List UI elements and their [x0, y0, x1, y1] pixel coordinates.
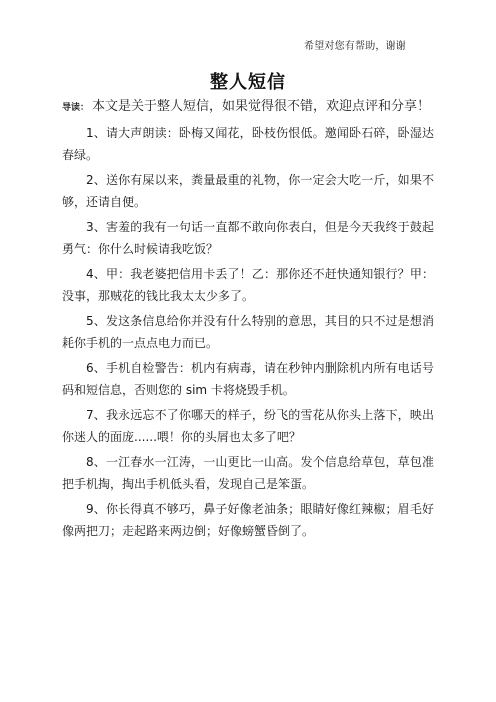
list-item: 3、害羞的我有一句话一直都不敢向你表白，但是今天我终于鼓起勇气：你什么时候请我吃饭？ [62, 220, 434, 256]
page-title: 整人短信 [210, 72, 286, 93]
list-item: 7、我永远忘不了你哪天的样子，纷飞的雪花从你头上落下，映出你迷人的面庞......喂！你的头屑也太多了吧？ [62, 408, 434, 444]
intro-text: 本文是关于整人短信，如果觉得很不错，欢迎点评和分享！ [92, 99, 431, 114]
list-item: 9、你长得真不够巧，鼻子好像老油条；眼睛好像红辣椒；眉毛好像两把刀；走起路来两边倒；好像螃蟹昏倒了。 [62, 502, 434, 538]
list-item: 8、一江春水一江涛，一山更比一山高。发个信息给草包，草包准把手机掏，掏出手机低头看，发现自己是笨蛋。 [62, 455, 434, 491]
list-item: 4、甲：我老婆把信用卡丢了！乙：那你还不赶快通知银行？甲：没事，那贼花的钱比我太太少多了。 [62, 267, 434, 303]
list-item: 6、手机自检警告：机内有病毒，请在秒钟内删除机内所有电话号码和短信息，否则您的 sim 卡将烧毁手机。 [62, 361, 434, 397]
header-note: 希望对您有帮助，谢谢 [304, 41, 406, 52]
list-item: 2、送你有屎以来，粪量最重的礼物，你一定会大吃一斤，如果不够，还请自便。 [62, 173, 434, 209]
list-item: 5、发这条信息给你并没有什么特别的意思，其目的只不过是想消耗你手机的一点点电力而已。 [62, 314, 434, 350]
message-list [62, 122, 434, 542]
intro-label: 导读： [62, 103, 90, 113]
document-body [62, 96, 434, 545]
list-item: 1、请大声朗读：卧梅又闻花，卧枝伤恨低。邀闻卧石碎，卧湿达春绿。 [62, 126, 434, 162]
intro-paragraph [62, 96, 434, 119]
